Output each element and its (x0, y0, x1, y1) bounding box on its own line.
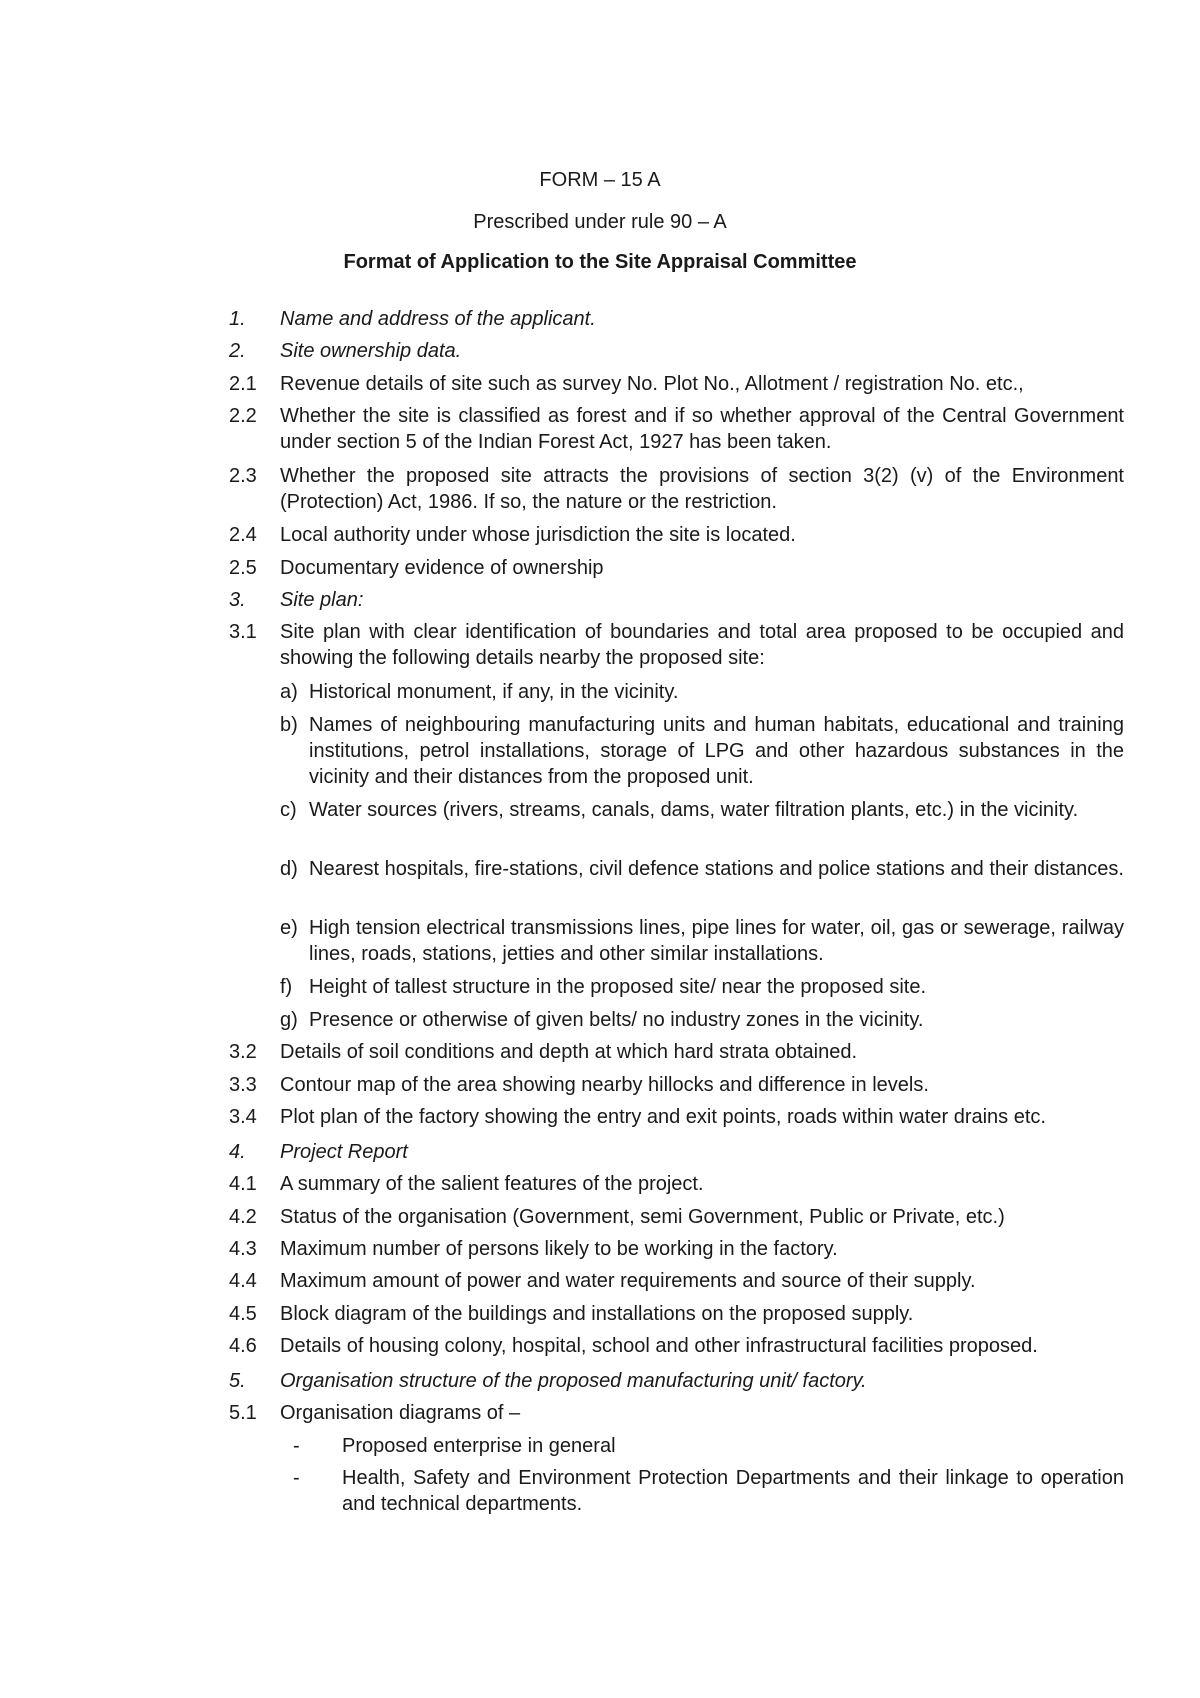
item-number: 3. (229, 589, 246, 611)
item-number: 4.6 (229, 1335, 257, 1357)
item-number: 3.2 (229, 1041, 257, 1063)
item-text: Organisation diagrams of – (280, 1402, 521, 1424)
item-text: Documentary evidence of ownership (280, 557, 604, 579)
item-text: Historical monument, if any, in the vicinity. (309, 681, 679, 703)
item-text: Site plan: (280, 589, 364, 611)
item-letter: d) (280, 858, 298, 880)
item-text: Organisation structure of the proposed manufacturing unit/ factory. (280, 1370, 867, 1392)
item-number: 2.1 (229, 373, 257, 395)
item-text: Water sources (rivers, streams, canals, dams, water filtration plants, etc.) in the vicinity. (309, 799, 1079, 821)
item-text: High tension electrical transmissions lines, pipe lines for water, oil, gas or sewerage, railway lines, roads, stations, jetties and other similar installations. (309, 917, 1124, 965)
item-text: Status of the organisation (Government, semi Government, Public or Private, etc.) (280, 1206, 1005, 1228)
item-letter: g) (280, 1009, 298, 1031)
item-text: Revenue details of site such as survey No. Plot No., Allotment / registration No. etc., (280, 373, 1024, 395)
item-number: 2. (229, 340, 246, 362)
item-number: 3.4 (229, 1106, 257, 1128)
prescribed-rule: Prescribed under rule 90 – A (473, 211, 727, 233)
item-text: A summary of the salient features of the project. (280, 1173, 704, 1195)
item-text: Health, Safety and Environment Protection Departments and their linkage to operation and technical departments. (342, 1467, 1124, 1515)
form-title: FORM – 15 A (539, 169, 661, 191)
item-text: Name and address of the applicant. (280, 308, 596, 330)
item-letter: c) (280, 799, 297, 821)
item-number: 4.5 (229, 1303, 257, 1325)
item-text: Whether the site is classified as forest and if so whether approval of the Central Government under section 5 of the Indian Forest Act, 1927 has been taken. (280, 405, 1124, 453)
item-number: 3.3 (229, 1074, 257, 1096)
item-text: Height of tallest structure in the proposed site/ near the proposed site. (309, 976, 927, 998)
item-text: Maximum amount of power and water requirements and source of their supply. (280, 1270, 976, 1292)
item-text: Nearest hospitals, fire-stations, civil defence stations and police stations and their distances. (309, 858, 1124, 880)
item-text: Names of neighbouring manufacturing units and human habitats, educational and training institutions, petrol installations, storage of LPG and other hazardous substances in the vicinity and their distances from the proposed unit. (309, 714, 1124, 788)
item-number: 1. (229, 308, 246, 330)
item-text: Presence or otherwise of given belts/ no industry zones in the vicinity. (309, 1009, 924, 1031)
item-number: 4.1 (229, 1173, 257, 1195)
item-text: Details of housing colony, hospital, school and other infrastructural facilities proposed. (280, 1335, 1038, 1357)
item-text: Maximum number of persons likely to be working in the factory. (280, 1238, 838, 1260)
item-number: 4. (229, 1141, 246, 1163)
item-number: 3.1 (229, 621, 257, 643)
item-text: Whether the proposed site attracts the provisions of section 3(2) (v) of the Environment (Protection) Act, 1986. If so, the nature or the restriction. (280, 465, 1124, 513)
item-number: 4.2 (229, 1206, 257, 1228)
item-number: 4.4 (229, 1270, 257, 1292)
item-number: 5. (229, 1370, 246, 1392)
item-number: 2.3 (229, 465, 257, 487)
item-text: Contour map of the area showing nearby hillocks and difference in levels. (280, 1074, 929, 1096)
item-text: Plot plan of the factory showing the entry and exit points, roads within water drains etc. (280, 1106, 1046, 1128)
item-text: Details of soil conditions and depth at which hard strata obtained. (280, 1041, 858, 1063)
item-number: 4.3 (229, 1238, 257, 1260)
bullet-dash: - (293, 1467, 300, 1489)
item-text: Site plan with clear identification of boundaries and total area proposed to be occupied and showing the following details nearby the proposed site: (280, 621, 1124, 669)
item-text: Site ownership data. (280, 340, 462, 362)
item-letter: a) (280, 681, 298, 703)
item-text: Local authority under whose jurisdiction the site is located. (280, 524, 796, 546)
page-heading: Format of Application to the Site Appraisal Committee (343, 251, 857, 273)
item-number: 2.5 (229, 557, 257, 579)
item-text: Proposed enterprise in general (342, 1435, 616, 1457)
item-letter: e) (280, 917, 298, 939)
item-number: 5.1 (229, 1402, 257, 1424)
item-letter: f) (280, 976, 293, 998)
item-number: 2.4 (229, 524, 257, 546)
item-letter: b) (280, 714, 298, 736)
item-number: 2.2 (229, 405, 257, 427)
item-text: Project Report (280, 1141, 408, 1163)
bullet-dash: - (293, 1435, 300, 1457)
item-text: Block diagram of the buildings and installations on the proposed supply. (280, 1303, 914, 1325)
